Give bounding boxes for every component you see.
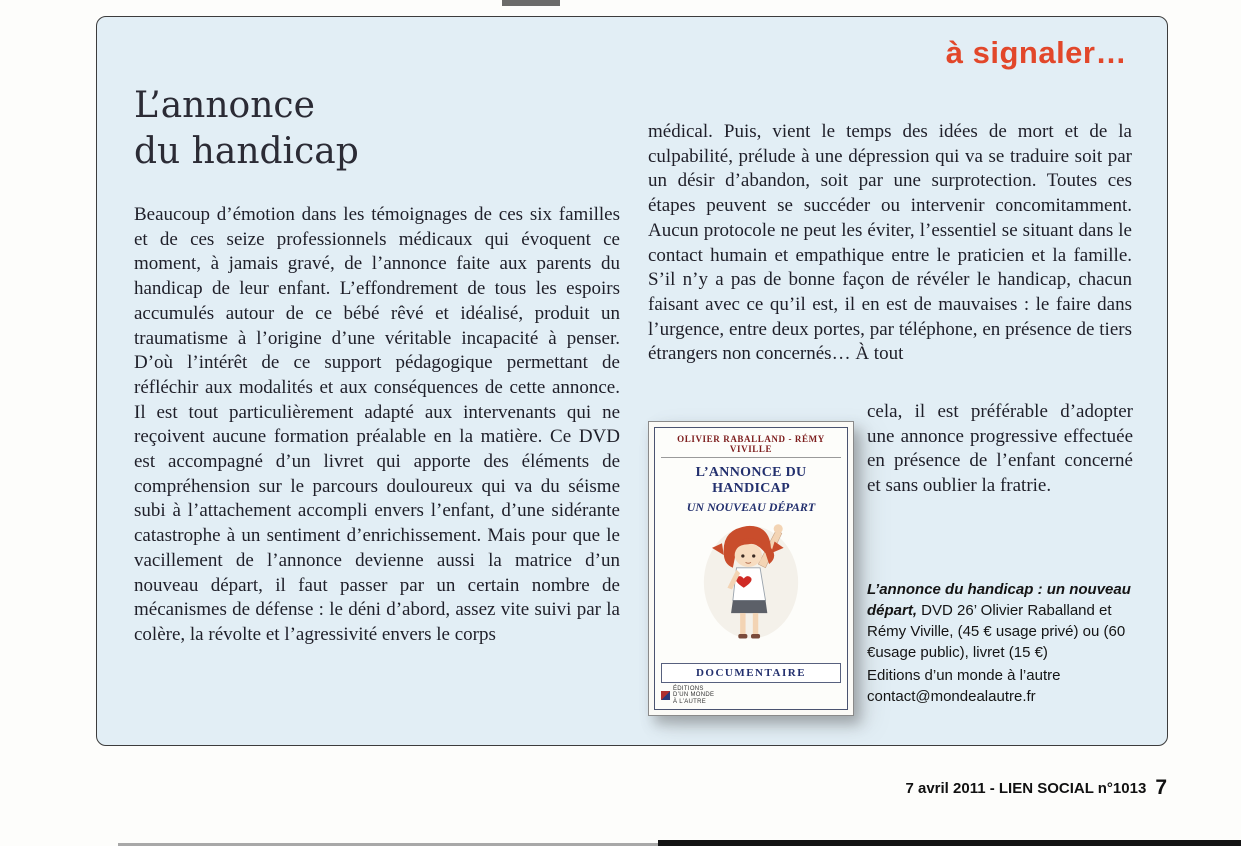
footer-journal: LIEN SOCIAL n°1013 bbox=[998, 780, 1147, 797]
footer-date: 7 avril 2011 - bbox=[905, 780, 999, 797]
page-footer bbox=[0, 776, 1241, 800]
dvd-publisher-text: ÉDITIONS D’UN MONDE À L’AUTRE bbox=[673, 685, 715, 705]
article-column-right: médical. Puis, vient le temps des idées de mort et de la culpabilité, prélude à une dépression qui va se traduire soit par un désir d’abandon, soit par une surprotection. Toutes ces étapes peuvent se succéder ou intervenir concomitamment. Aucun protocole ne peut les éviter, l’essentiel se situant dans le contact humain et empathique entre le praticien et la famille. S’il n’y a pas de bonne façon de révéler le handicap, chacun faisant avec ce qu’il est, il en est de mauvaises : le faire dans l’urgence, entre deux portes, par téléphone, en présence de tiers étrangers non concernés… À tout bbox=[648, 121, 1132, 365]
scan-artifact-top bbox=[502, 0, 560, 6]
dvd-publisher-logo bbox=[661, 686, 714, 706]
dvd-publisher-mark-icon bbox=[661, 691, 670, 700]
footer-page-number: 7 bbox=[1155, 776, 1167, 799]
dvd-cover bbox=[648, 421, 854, 716]
caption-publisher: Editions d’un monde à l’autre bbox=[867, 667, 1061, 684]
article-title-line2: du handicap bbox=[134, 131, 359, 172]
dvd-title: L’ANNONCE DU HANDICAP bbox=[695, 465, 807, 496]
dvd-illustration bbox=[692, 517, 810, 658]
article-title-line1: L’annonce bbox=[134, 85, 315, 126]
article-panel bbox=[96, 16, 1168, 746]
article-column-left: Beaucoup d’émotion dans les témoignages de ces six familles et de ces seize professionnels médicaux qui évoquent ce moment, à jamais gravé, de l’annonce faite aux parents du handicap de leur enfant. L’effondrement de tous les espoirs accumulés autour de ce bébé rêvé et idéalisé, produit un traumatisme à l’origine d’une véritable incapacité à penser. D’où l’intérêt de ce support pédagogique permettant de réfléchir aux modalités et aux conséquences de cette annonce. Il est tout particulièrement adapté aux intervenants qui ne reçoivent aucune formation préalable en la matière. Ce DVD est accompagné d’un livret qui apporte des éléments de compréhension sur le parcours douloureux qui va du séisme subi à l’attachement accompli envers l’enfant, d’une sidérante catastrophe à un sentiment d’enrichissement. Mais pour que le vacillement de l’annonce devienne aussi la matrice d’un nouveau départ, il faut passer par un certain nombre de mécanismes de défense : le déni d’abord, assez vite suivi par la colère, la révolte et l’agressivité envers le corps bbox=[134, 204, 620, 645]
caption-title: L’annonce du handicap : un nouveau départ, bbox=[867, 581, 1131, 619]
dvd-genre-band: DOCUMENTAIRE bbox=[661, 663, 841, 683]
dvd-caption bbox=[867, 579, 1135, 707]
caption-details: DVD 26’ Olivier Raballand et Rémy Viville, (45 € usage privé) ou (60 €usage public), livret (15 €) bbox=[867, 602, 1126, 661]
dvd-authors: OLIVIER RABALLAND - RÉMY VIVILLE bbox=[661, 434, 841, 458]
dvd-subtitle: UN NOUVEAU DÉPART bbox=[686, 500, 816, 514]
caption-contact: contact@mondealautre.fr bbox=[867, 688, 1036, 705]
article-column-right-continued: cela, il est préférable d’adopter une annonce progressive effectuée en présence de l’enfant concerné et sans oublier la fratrie. bbox=[867, 401, 1133, 497]
section-label: à signaler… bbox=[945, 35, 1127, 70]
scan-artifact-bottom-right bbox=[658, 840, 1241, 846]
article-title bbox=[134, 83, 359, 175]
